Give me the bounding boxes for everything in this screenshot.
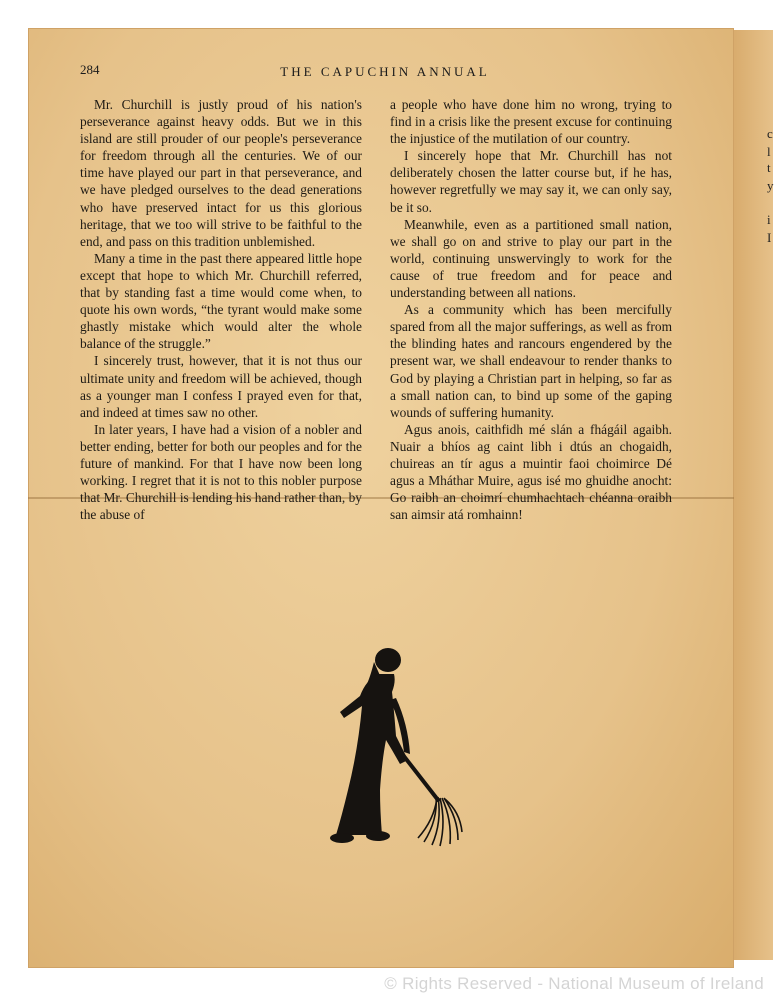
friar-sweeping-silhouette-icon xyxy=(296,640,466,860)
page-number: 284 xyxy=(80,62,100,77)
margin-letter: l xyxy=(767,144,771,159)
paragraph: Many a time in the past there appeared little hope except that hope to which Mr. Churchill referred, that by standing fast a time would come when, to quote his own words, “the tyrant would make some ghastly mistake which would alter the whole balance of the struggle.” xyxy=(80,250,362,352)
paragraph: I sincerely hope that Mr. Churchill has not deliberately chosen the latter course but, if he has, however regretfully we may say it, we can only say, be it so. xyxy=(390,148,672,215)
left-text-column xyxy=(80,96,362,523)
paragraph: Mr. Churchill is justly proud of his nation's perseverance against heavy odds. But we in this island are still prouder of our people's perseverance for freedom through all the centuries. We of our time have played our part in that perseverance, and we have pledged ourselves to the dead generations who have preserved intact for us this glorious heritage, that we too will strive to be faithful to the end, and pass on this tradition unblemished. xyxy=(80,97,362,249)
paragraph: Agus anois, caithfidh mé slán a fhágáil agaibh. Nuair a bhíos ag caint libh i dtús an chogaidh, chuireas an tír agus a muintir faoi choimirce Dé agus a Mháthar Muire, agus isé mo ghuidhe anocht: Go raibh an choimrí chumhachtach chéanna oraibh san aimsir atá romhainn! xyxy=(390,421,672,523)
running-title: THE CAPUCHIN ANNUAL xyxy=(280,64,490,79)
margin-letter: c xyxy=(767,126,773,141)
watermark: © Rights Reserved - National Museum of Ireland xyxy=(384,974,764,993)
margin-letter: y xyxy=(767,178,774,193)
margin-letter: t xyxy=(767,160,771,175)
paragraph: As a community which has been mercifully spared from all the major sufferings, as well as from the blinding hates and rancours engendered by the present war, we shall endeavour to render thanks to God by playing a Christian part in helping, so far as a small nation can, to bind up some of the gaping wounds of suffering humanity. xyxy=(390,302,672,420)
right-text-column xyxy=(390,96,672,523)
paragraph: Meanwhile, even as a partitioned small nation, we shall go on and strive to play our part in the world, continuing unswervingly to work for the cause of true freedom and for peace and understanding between all nations. xyxy=(390,216,672,301)
margin-letter: i xyxy=(767,212,771,227)
margin-letter: I xyxy=(767,230,772,245)
paragraph: I sincerely trust, however, that it is not thus our ultimate unity and freedom will be achieved, though as a younger man I confess I prayed even for that, and indeed at times saw no other. xyxy=(80,353,362,420)
paragraph: In later years, I have had a vision of a nobler and better ending, better for both our peoples and for the future of mankind. For that I have now been long working. I regret that it is not to this nobler purpose that Mr. Churchill is lending his hand rather than, by the abuse of xyxy=(80,421,362,523)
paragraph: a people who have done him no wrong, trying to find in a crisis like the present excuse for continuing the injustice of the mutilation of our country. xyxy=(390,97,672,147)
